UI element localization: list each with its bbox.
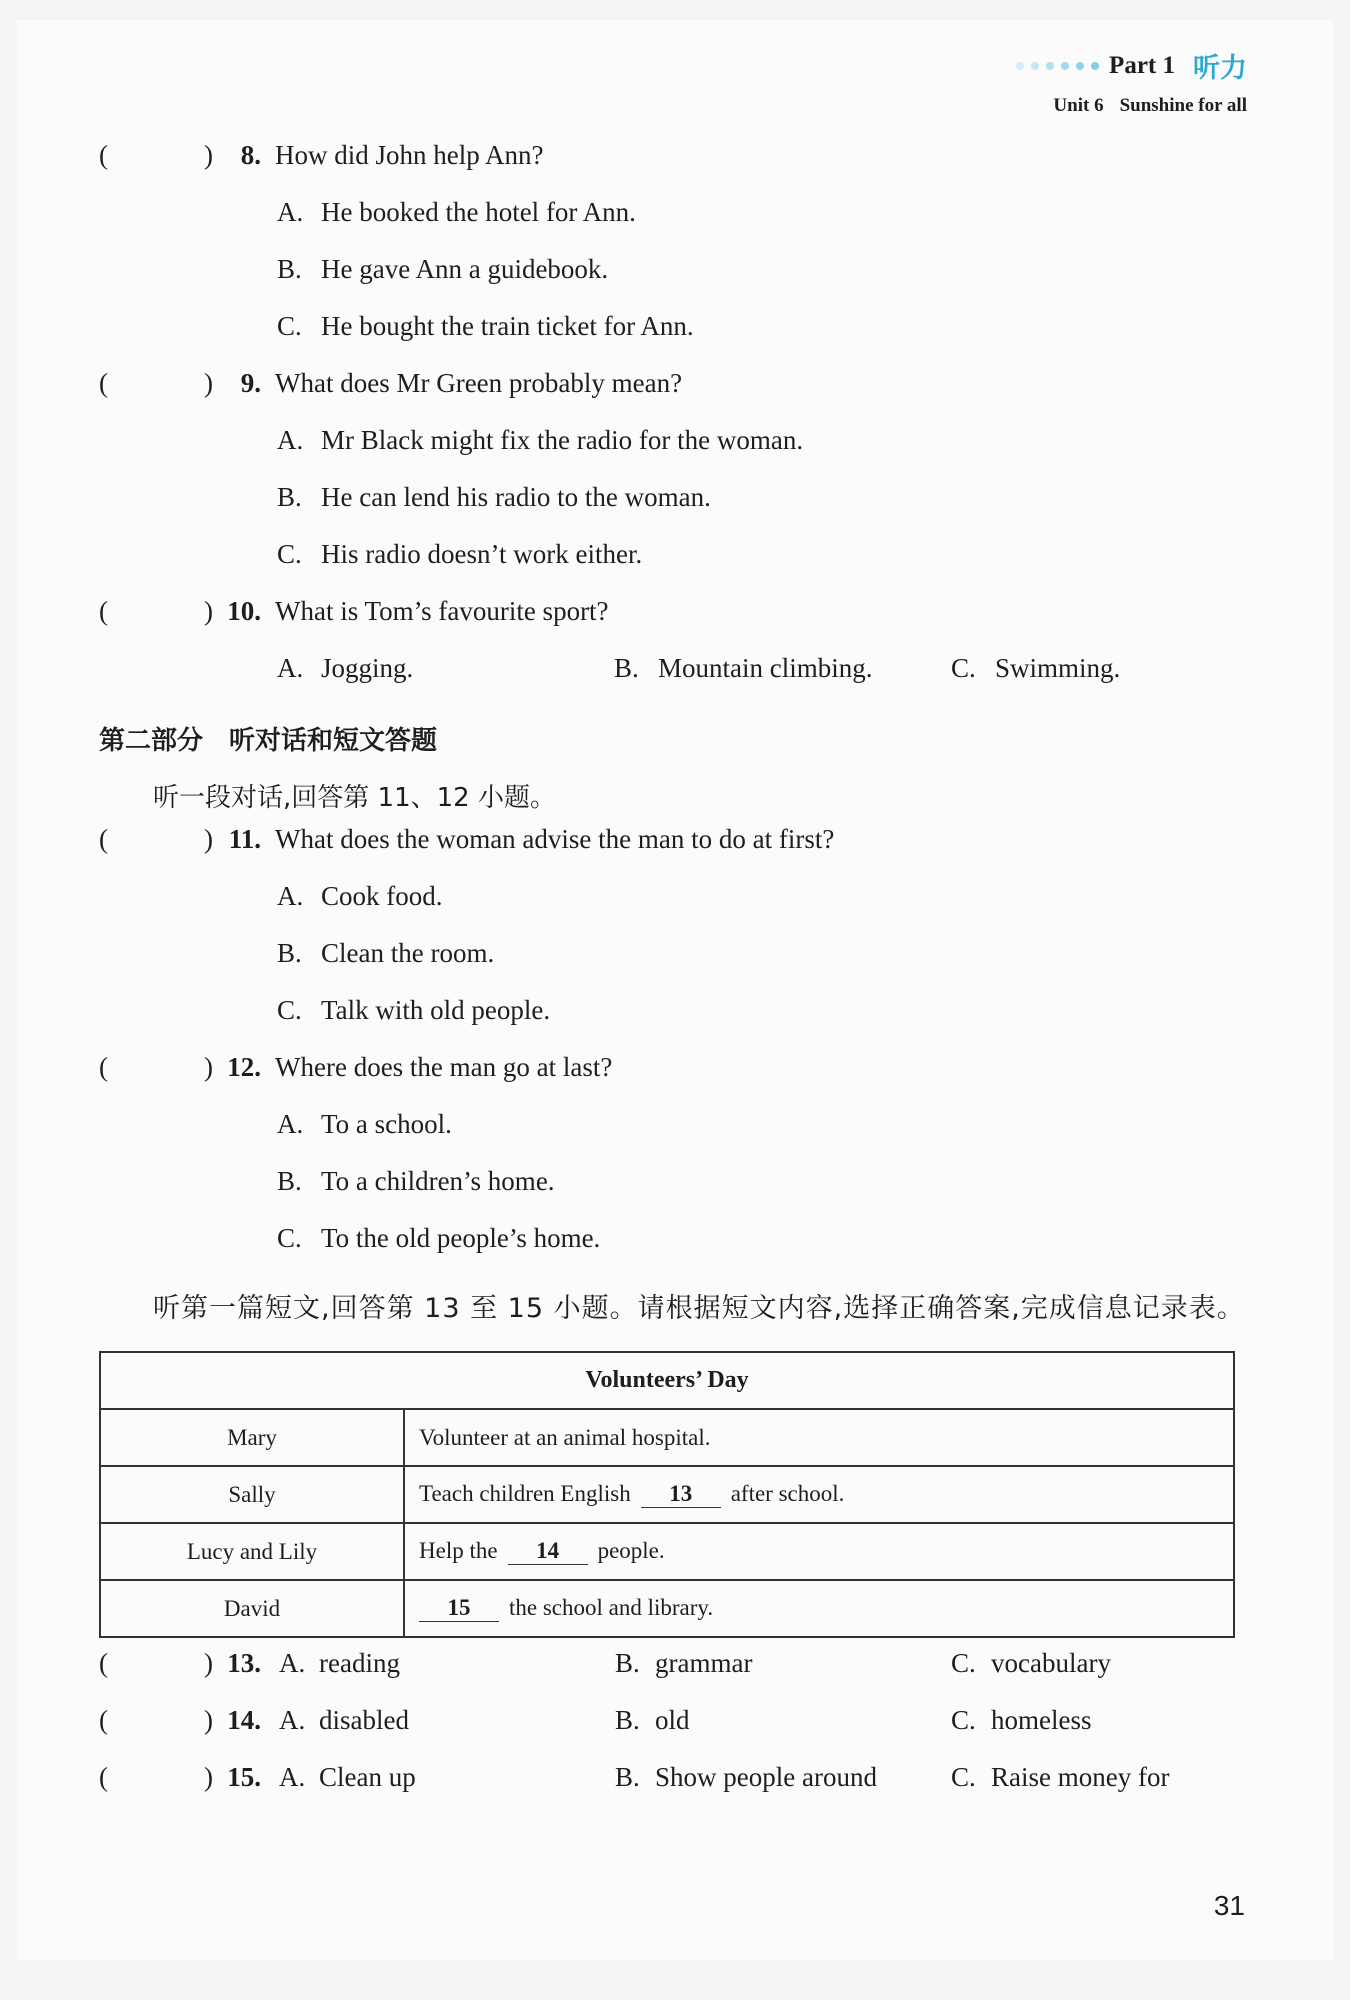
option-b <box>99 482 1249 539</box>
question-number: 13. <box>227 1648 261 1678</box>
option-letter: A. <box>279 1648 306 1678</box>
header-part: Part 1 <box>1109 51 1175 79</box>
option-text: Talk with old people. <box>321 995 551 1025</box>
option-letter: C. <box>277 1223 302 1253</box>
option-letter: A. <box>277 197 304 227</box>
option-text: Jogging. <box>321 653 414 683</box>
task-text: Help the <box>419 1538 498 1563</box>
option-letter: B. <box>277 254 302 284</box>
question-number: 12. <box>227 1052 261 1082</box>
option-letter: B. <box>615 1762 640 1792</box>
answer-bracket[interactable]: ( ) <box>99 596 213 626</box>
blank-14[interactable]: 14 <box>508 1538 588 1565</box>
volunteer-task <box>404 1466 1234 1523</box>
dots-decoration-icon <box>1016 62 1099 70</box>
header-unit: Unit 6 <box>1053 95 1104 116</box>
option-text: He can lend his radio to the woman. <box>321 482 711 512</box>
answer-bracket[interactable]: ( ) <box>99 1052 213 1082</box>
option-text: Clean up <box>319 1762 416 1792</box>
option-text: To the old people’s home. <box>321 1223 601 1253</box>
option-letter: B. <box>614 653 639 683</box>
info-record-table <box>99 1351 1235 1638</box>
options-row <box>99 653 1249 710</box>
page-content <box>99 140 1249 1819</box>
option-letter: A. <box>279 1705 306 1735</box>
option-c <box>99 311 1249 368</box>
option-letter: C. <box>951 653 976 683</box>
option-letter: C. <box>951 1648 976 1678</box>
question-number: 8. <box>240 140 261 170</box>
section-title: 第二部分 听对话和短文答题 <box>99 726 438 756</box>
option-text: Show people around <box>655 1762 877 1792</box>
question-8 <box>99 140 1249 197</box>
option-b <box>99 938 1249 995</box>
question-10 <box>99 596 1249 653</box>
header-unit-title: Sunshine for all <box>1119 95 1247 116</box>
option-c <box>99 995 1249 1052</box>
question-number: 14. <box>227 1705 261 1735</box>
option-c <box>99 1223 1249 1280</box>
option-letter: B. <box>615 1705 640 1735</box>
option-text: To a children’s home. <box>321 1166 555 1196</box>
table-row <box>100 1523 1234 1580</box>
option-b <box>99 254 1249 311</box>
option-text: Mountain climbing. <box>658 653 873 683</box>
option-letter: B. <box>277 938 302 968</box>
page-number: 31 <box>1213 1890 1245 1921</box>
volunteer-name: Lucy and Lily <box>100 1523 404 1580</box>
option-text: Clean the room. <box>321 938 495 968</box>
option-letter: C. <box>951 1705 976 1735</box>
option-text: grammar <box>655 1648 753 1678</box>
question-text: What does the woman advise the man to do at first? <box>275 824 835 854</box>
option-letter: A. <box>277 1109 304 1139</box>
option-text: reading <box>319 1648 400 1678</box>
option-letter: C. <box>277 311 302 341</box>
volunteer-task <box>404 1580 1234 1637</box>
volunteer-task <box>404 1409 1234 1466</box>
question-text: What is Tom’s favourite sport? <box>275 596 609 626</box>
volunteer-name: David <box>100 1580 404 1637</box>
question-number: 15. <box>227 1762 261 1792</box>
task-text: the school and library. <box>509 1595 714 1620</box>
volunteer-task <box>404 1523 1234 1580</box>
option-letter: C. <box>277 539 302 569</box>
question-text: How did John help Ann? <box>275 140 544 170</box>
header-section: 听力 <box>1193 53 1247 84</box>
option-text: old <box>655 1705 690 1735</box>
answer-bracket[interactable]: ( ) <box>99 140 213 170</box>
answer-bracket[interactable]: ( ) <box>99 1762 213 1792</box>
question-number: 11. <box>228 824 261 854</box>
option-letter: B. <box>277 1166 302 1196</box>
option-text: vocabulary <box>991 1648 1111 1678</box>
option-text: homeless <box>991 1705 1092 1735</box>
option-letter: C. <box>951 1762 976 1792</box>
option-c <box>99 539 1249 596</box>
table-row <box>100 1466 1234 1523</box>
question-text: Where does the man go at last? <box>275 1052 613 1082</box>
question-12 <box>99 1052 1249 1109</box>
option-letter: C. <box>277 995 302 1025</box>
option-text: He bought the train ticket for Ann. <box>321 311 694 341</box>
answer-bracket[interactable]: ( ) <box>99 1648 213 1678</box>
volunteer-name: Sally <box>100 1466 404 1523</box>
blank-15[interactable]: 15 <box>419 1595 499 1622</box>
option-letter: A. <box>277 881 304 911</box>
question-13 <box>99 1648 1249 1705</box>
question-number: 9. <box>240 368 261 398</box>
option-text: His radio doesn’t work either. <box>321 539 643 569</box>
option-letter: A. <box>279 1762 306 1792</box>
question-text: What does Mr Green probably mean? <box>275 368 683 398</box>
option-letter: B. <box>615 1648 640 1678</box>
task-text: people. <box>597 1538 665 1563</box>
option-letter: B. <box>277 482 302 512</box>
question-9 <box>99 368 1249 425</box>
option-text: He booked the hotel for Ann. <box>321 197 636 227</box>
option-letter: A. <box>277 653 304 683</box>
option-b <box>99 1166 1249 1223</box>
option-a <box>99 197 1249 254</box>
option-text: Swimming. <box>995 653 1121 683</box>
option-a <box>99 425 1249 482</box>
question-15 <box>99 1762 1249 1819</box>
task-text: Teach children English <box>419 1481 631 1506</box>
option-a <box>99 1109 1249 1166</box>
option-text: He gave Ann a guidebook. <box>321 254 609 284</box>
option-text: To a school. <box>321 1109 452 1139</box>
passage-instruction: 听第一篇短文,回答第 13 至 15 小题。请根据短文内容,选择正确答案,完成信息记录表。 <box>153 1293 1245 1324</box>
question-11 <box>99 824 1249 881</box>
option-text: Raise money for <box>991 1762 1170 1792</box>
blank-13[interactable]: 13 <box>641 1481 721 1508</box>
task-text: Volunteer at an animal hospital. <box>419 1424 711 1450</box>
section-instruction: 听一段对话,回答第 11、12 小题。 <box>153 783 556 813</box>
option-text: Cook food. <box>321 881 443 911</box>
option-text: disabled <box>319 1705 409 1735</box>
question-14 <box>99 1705 1249 1762</box>
option-letter: A. <box>277 425 304 455</box>
option-text: Mr Black might fix the radio for the woman. <box>321 425 804 455</box>
table-row <box>100 1580 1234 1637</box>
answer-bracket[interactable]: ( ) <box>99 824 213 854</box>
table-row <box>100 1409 1234 1466</box>
option-a <box>99 881 1249 938</box>
answer-bracket[interactable]: ( ) <box>99 1705 213 1735</box>
task-text: after school. <box>730 1481 845 1506</box>
answer-bracket[interactable]: ( ) <box>99 368 213 398</box>
workbook-page <box>17 20 1333 1960</box>
question-number: 10. <box>227 596 261 626</box>
volunteer-name: Mary <box>100 1409 404 1466</box>
table-title: Volunteers’ Day <box>100 1352 1234 1409</box>
page-header <box>1016 46 1247 117</box>
